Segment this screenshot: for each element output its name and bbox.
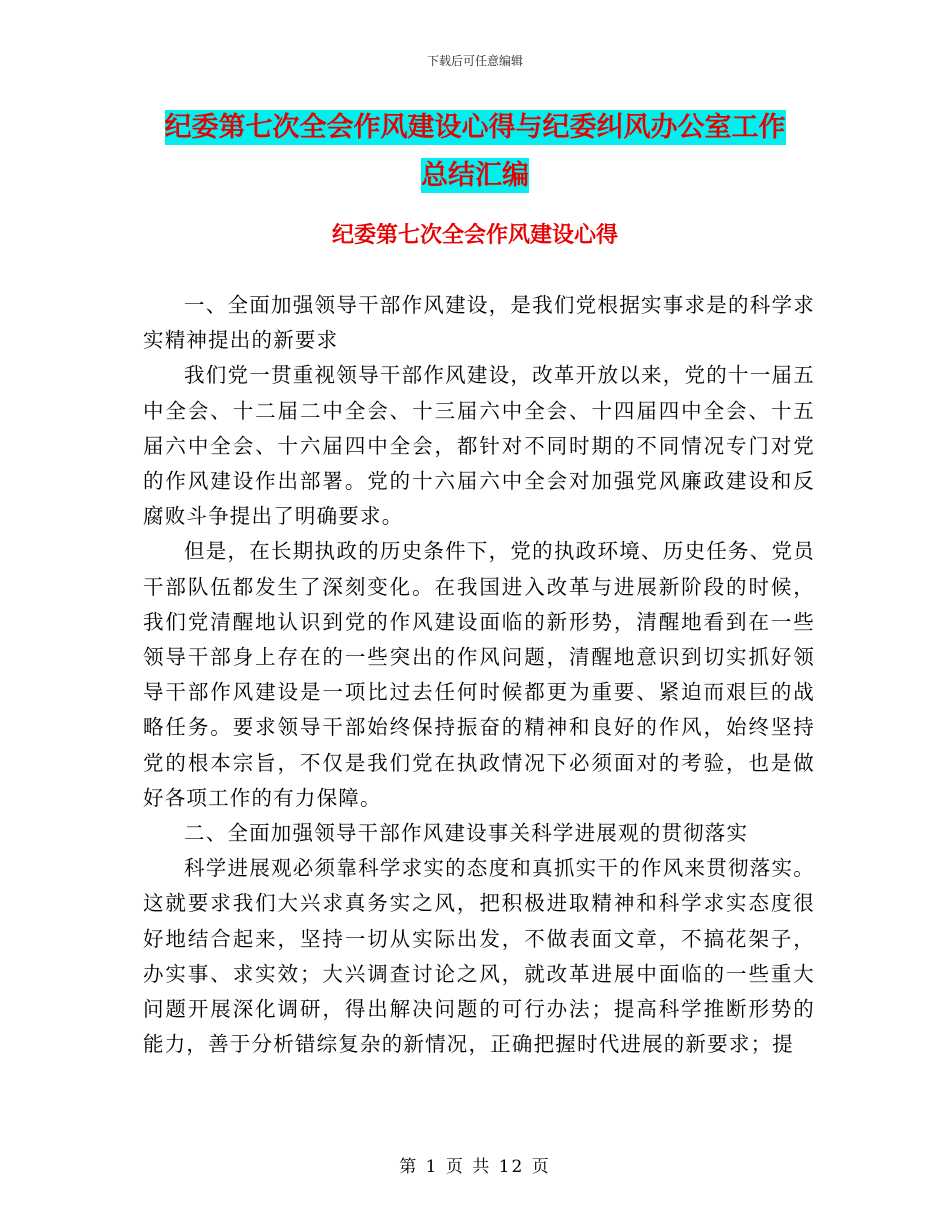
paragraph: 但是，在长期执政的历史条件下，党的执政环境、历史任务、党员干部队伍都发生了深刻变化。在我国进入改革与进展新阶段的时候，我们党清醒地认识到党的作风建设面临的新形势，清醒地看到在一些领导干部身上存在的一些突出的作风问题，清醒地意识到切实抓好领导干部作风建设是一项比过去任何时候都更为重要、紧迫而艰巨的战略任务。要求领导干部始终保持振奋的精神和良好的作风，始终坚持党的根本宗旨，不仅是我们党在执政情况下必须面对的考验，也是做好各项工作的有力保障。 — [143, 539, 815, 810]
document-title-line-2: 总结汇编 — [421, 160, 529, 191]
section-title: 纪委第七次全会作风建设心得 — [331, 223, 618, 248]
document-body — [143, 288, 815, 1062]
paragraph: 我们党一贯重视领导干部作风建设，改革开放以来，党的十一届五中全会、十二届二中全会、十三届六中全会、十四届四中全会、十五届六中全会、十六届四中全会，都针对不同时期的不同情况专门对党的作风建设作出部署。党的十六届六中全会对加强党风廉政建设和反腐败斗争提出了明确要求。 — [143, 363, 815, 529]
paragraph-heading-1: 一、全面加强领导干部作风建设，是我们党根据实事求是的科学求实精神提出的新要求 — [143, 293, 815, 353]
paragraph-heading-2: 二、全面加强领导干部作风建设事关科学进展观的贯彻落实 — [184, 821, 749, 846]
document-title-line-1: 纪委第七次全会作风建设心得与纪委纠风办公室工作 — [164, 112, 786, 143]
document-title — [150, 104, 800, 200]
page-number-footer: 第 1 页 共 12 页 — [399, 1157, 551, 1177]
page-header-note: 下载后可任意编辑 — [426, 54, 523, 68]
paragraph: 科学进展观必须靠科学求实的态度和真抓实干的作风来贯彻落实。这就要求我们大兴求真务实之风，把积极进取精神和科学求实态度很好地结合起来，坚持一切从实际出发，不做表面文章，不搞花架子，办实事、求实效；大兴调查讨论之风，就改革进展中面临的一些重大问题开展深化调研，得出解决问题的可行办法；提高科学推断形势的能力，善于分析错综复杂的新情况，正确把握时代进展的新要求；提 — [143, 856, 815, 1057]
